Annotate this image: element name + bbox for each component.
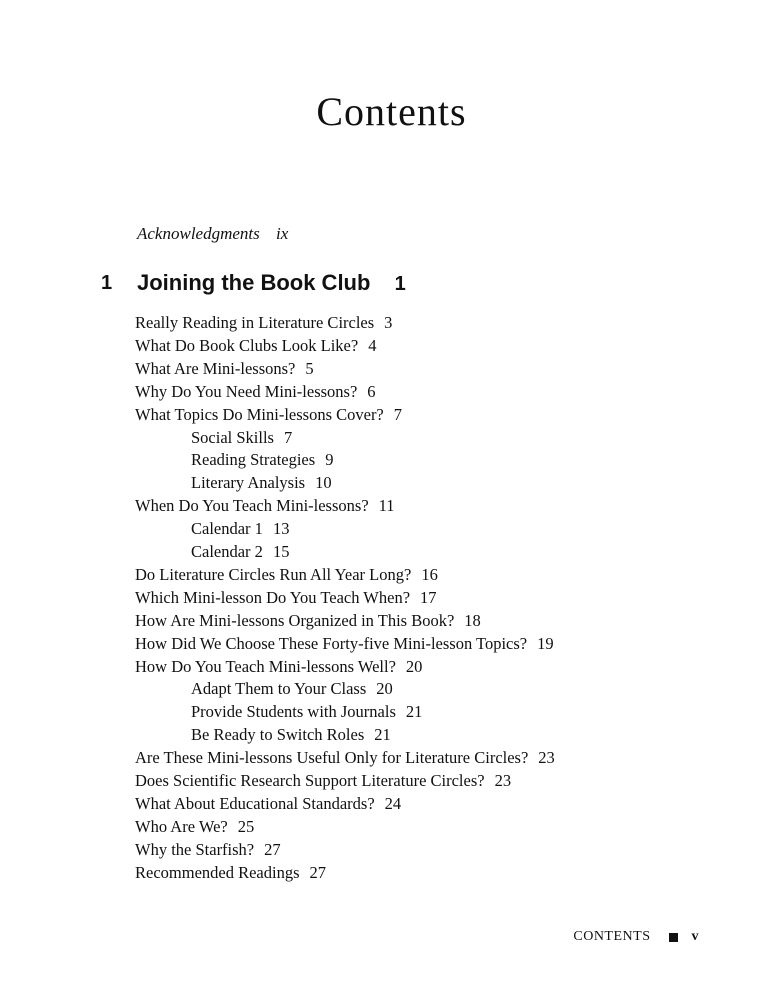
chapter-title: Joining the Book Club [137, 270, 371, 295]
toc-entry [135, 405, 402, 425]
toc-entry [135, 359, 314, 379]
toc-entry [135, 771, 511, 791]
toc-entry-title: Be Ready to Switch Roles [191, 725, 365, 745]
toc-entry-title: Calendar 1 [191, 519, 263, 539]
chapter-number: 1 [101, 272, 113, 294]
toc-entry-page: 10 [315, 473, 332, 493]
toc-entry [135, 817, 254, 837]
toc-entry [191, 473, 332, 493]
toc-entry-title: Adapt Them to Your Class [191, 679, 367, 699]
toc-entry-page: 16 [421, 564, 438, 584]
toc-entry-title: Literary Analysis [191, 473, 306, 493]
toc-entry-title: How Do You Teach Mini-lessons Well? [135, 656, 396, 676]
toc-entry [135, 382, 376, 402]
toc-entry-page: 11 [378, 496, 395, 516]
toc-entry-title: Recommended Readings [135, 862, 300, 882]
toc-entry [135, 863, 326, 883]
toc-entry-page: 27 [264, 839, 281, 859]
toc-entry-page: 21 [374, 725, 391, 745]
toc-entry-page: 7 [283, 427, 293, 447]
toc-entry-page: 23 [494, 771, 512, 790]
toc-entry-title: Reading Strategies [191, 450, 316, 470]
toc-entry-page: 20 [376, 679, 393, 699]
toc-entry-page: 4 [368, 335, 377, 355]
toc-entry [191, 679, 393, 699]
toc-entry [135, 748, 555, 768]
page-footer [573, 929, 699, 945]
toc-entry [191, 542, 289, 562]
toc-entry-title: Do Literature Circles Run All Year Long? [135, 564, 412, 584]
page-title: Contents [316, 89, 467, 134]
toc-entry-title: What About Educational Standards? [135, 793, 375, 813]
toc-entry [191, 450, 333, 470]
toc-entry [191, 519, 289, 539]
toc-entry [135, 657, 422, 677]
toc-entry-page: 23 [538, 748, 555, 768]
toc-entry-title: When Do You Teach Mini-lessons? [135, 496, 369, 516]
toc-entry-title: Does Scientific Research Support Literature Circles? [135, 771, 485, 790]
toc-entry [135, 794, 401, 814]
acknowledgments-entry [137, 224, 288, 244]
toc-entry-title: Who Are We? [135, 816, 228, 836]
toc-entry [135, 336, 376, 356]
toc-entry-page: 18 [464, 610, 481, 630]
toc-entry-page: 5 [305, 358, 314, 378]
toc-entry [135, 496, 395, 516]
toc-entry [191, 428, 292, 448]
toc-entry [135, 313, 392, 333]
toc-entry-page: 6 [367, 381, 376, 401]
toc-entry-title: Why the Starfish? [135, 839, 255, 859]
toc-entry-page: 17 [420, 587, 437, 607]
toc-entry [135, 611, 481, 631]
toc-entry-page: 13 [272, 519, 290, 539]
toc-entry-page: 20 [405, 656, 423, 676]
square-bullet-icon [669, 933, 678, 942]
toc-entry-page: 15 [272, 542, 290, 561]
toc-entry-page: 19 [537, 633, 554, 653]
toc-entry [135, 588, 437, 608]
footer-label: CONTENTS [573, 929, 651, 944]
toc-entry [135, 840, 281, 860]
toc-entry-title: Provide Students with Journals [191, 702, 396, 722]
footer-page-number: v [691, 929, 699, 944]
chapter-page: 1 [394, 273, 406, 295]
toc-entry [135, 565, 438, 585]
toc-entry-title: Calendar 2 [191, 542, 263, 561]
toc-entry-title: Really Reading in Literature Circles [135, 313, 375, 332]
toc-entry-title: What Are Mini-lessons? [135, 358, 296, 378]
toc-entry-title: Social Skills [191, 427, 274, 447]
chapter-title-line [137, 270, 406, 296]
toc-entry-title: What Topics Do Mini-lessons Cover? [135, 404, 384, 424]
toc-entry-title: How Did We Choose These Forty-five Mini-lesson Topics? [135, 633, 528, 653]
toc-entry-page: 27 [309, 862, 327, 882]
toc-entry-title: Are These Mini-lessons Useful Only for Literature Circles? [135, 748, 529, 768]
toc-entry-page: 3 [384, 313, 393, 332]
toc-entry-page: 9 [325, 450, 334, 470]
toc-entry [135, 634, 554, 654]
toc-entry [191, 725, 391, 745]
toc-entry-page: 24 [384, 793, 402, 813]
toc-entry-title: Which Mini-lesson Do You Teach When? [135, 587, 411, 607]
toc-entry-title: How Are Mini-lessons Organized in This Book? [135, 610, 455, 630]
toc-entry [191, 702, 422, 722]
acknowledgments-label: Acknowledgments [137, 224, 260, 243]
toc-entry-title: Why Do You Need Mini-lessons? [135, 381, 358, 401]
acknowledgments-page: ix [276, 224, 289, 243]
toc-entry-title: What Do Book Clubs Look Like? [135, 335, 359, 355]
toc-entry-page: 25 [237, 816, 255, 836]
toc-entry-page: 21 [405, 702, 423, 722]
toc-entry-page: 7 [393, 404, 403, 424]
